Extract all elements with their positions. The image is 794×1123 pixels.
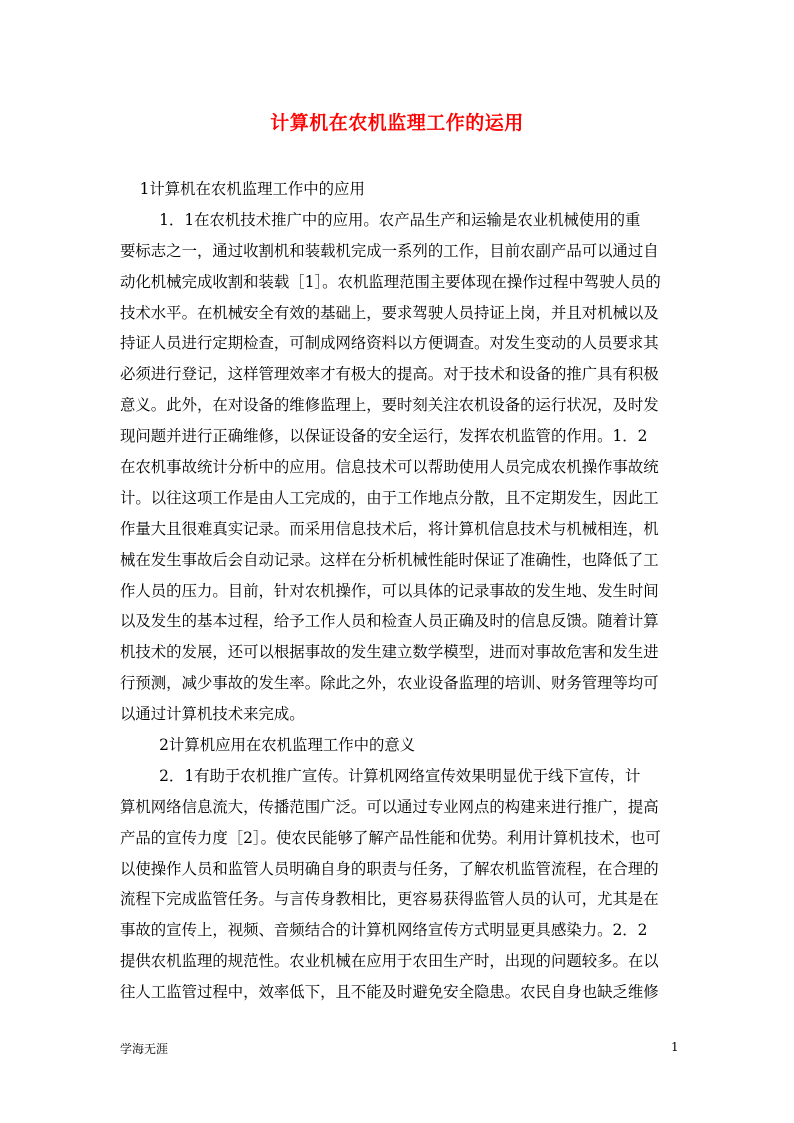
text-line: 技术水平。在机械安全有效的基础上，要求驾驶人员持证上岗，并且对机械以及 [120, 303, 659, 322]
text-line: 2计算机应用在农机监理工作中的意义 [120, 736, 416, 755]
text-line: 机技术的发展，还可以根据事故的发生建立数学模型，进而对事故危害和发生进 [120, 643, 659, 662]
text-line: 要标志之一，通过收割机和装载机完成一系列的工作，目前农副产品可以通过自 [120, 241, 659, 260]
text-line: 械在发生事故后会自动记录。这样在分析机械性能时保证了准确性，也降低了工 [120, 550, 659, 569]
text-line: 现问题并进行正确维修，以保证设备的安全运行，发挥农机监管的作用。1．2 [120, 427, 648, 446]
text-line: 以使操作人员和监管人员明确自身的职责与任务，了解农机监管流程，在合理的 [120, 859, 659, 878]
text-line: 计。以往这项工作是由人工完成的，由于工作地点分散，且不定期发生，因此工 [120, 488, 659, 507]
footer-motto: 学海无涯 [120, 1042, 169, 1056]
text-line: 作量大且很难真实记录。而采用信息技术后，将计算机信息技术与机械相连，机 [120, 519, 659, 538]
text-line: 1．1在农机技术推广中的应用。农产品生产和运输是农业机械使用的重 [120, 210, 641, 229]
document-body [120, 174, 680, 1008]
text-line: 持证人员进行定期检查，可制成网络资料以方便调查。对发生变动的人员要求其 [120, 334, 659, 353]
text-line: 2．1有助于农机推广宣传。计算机网络宣传效果明显优于线下宣传，计 [120, 766, 641, 785]
text-line: 流程下完成监管任务。与言传身教相比，更容易获得监管人员的认可，尤其是在 [120, 890, 659, 909]
text-line: 动化机械完成收割和装载［1］。农机监理范围主要体现在操作过程中驾驶人员的 [120, 272, 661, 291]
text-line: 作人员的压力。目前，针对农机操作，可以具体的记录事故的发生地、发生时间 [120, 581, 659, 600]
text-line: 必须进行登记，这样管理效率才有极大的提高。对于技术和设备的推广具有积极 [120, 365, 659, 384]
text-line: 行预测，减少事故的发生率。除此之外，农业设备监理的培训、财务管理等均可 [120, 674, 659, 693]
page-number: 1 [671, 1040, 679, 1054]
document-title: 计算机在农机监理工作的运用 [270, 112, 524, 134]
text-line: 算机网络信息流大，传播范围广泛。可以通过专业网点的构建来进行推广，提高 [120, 797, 659, 816]
text-line: 事故的宣传上，视频、音频结合的计算机网络宣传方式明显更具感染力。2．2 [120, 921, 648, 940]
text-line: 以通过计算机技术来完成。 [120, 705, 305, 724]
text-line: 1计算机在农机监理工作中的应用 [120, 180, 365, 198]
text-line: 产品的宣传力度［2］。使农民能够了解产品性能和优势。利用计算机技术，也可 [120, 828, 661, 847]
text-line: 以及发生的基本过程，给予工作人员和检查人员正确及时的信息反馈。随着计算 [120, 612, 659, 631]
text-line: 意义。此外，在对设备的维修监理上，要时刻关注农机设备的运行状况，及时发 [120, 396, 659, 415]
text-line: 往人工监管过程中，效率低下，且不能及时避免安全隐患。农民自身也缺乏维修 [120, 983, 659, 1002]
text-line: 提供农机监理的规范性。农业机械在应用于农田生产时，出现的问题较多。在以 [120, 952, 659, 971]
text-line: 在农机事故统计分析中的应用。信息技术可以帮助使用人员完成农机操作事故统 [120, 458, 659, 477]
